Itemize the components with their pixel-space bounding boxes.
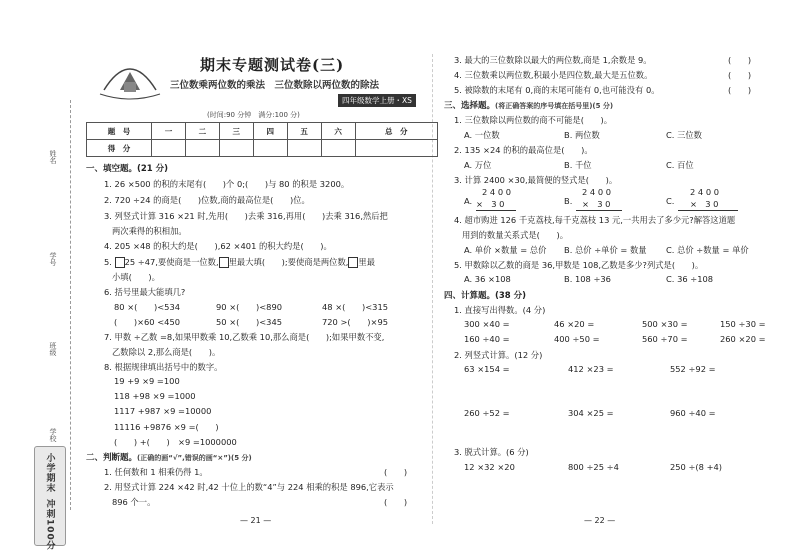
q3-1: 1. 三位数除以两位数的商不可能是( )。 bbox=[454, 115, 613, 125]
calc-item: 150 ÷30 = bbox=[720, 319, 766, 329]
q2-5-answer[interactable]: ( ) bbox=[728, 85, 752, 95]
q3-3-option-b-label[interactable]: B. bbox=[564, 196, 573, 206]
series-badge: 小学期末 冲刺100分 bbox=[34, 446, 66, 546]
blank-box[interactable] bbox=[219, 257, 229, 268]
calc-item: 500 ×30 = bbox=[642, 319, 688, 329]
score-table-header-row: 题 号 一 二 三 四 五 六 总 分 bbox=[87, 123, 438, 140]
q1-8: 8. 根据规律填出括号中的数字。 bbox=[104, 362, 223, 372]
blank-box[interactable] bbox=[348, 257, 358, 268]
page-title: 期末专题测试卷(三) bbox=[200, 56, 345, 74]
pattern-line-3: 1117 +987 ×9 =10000 bbox=[114, 406, 212, 416]
score-cell[interactable] bbox=[219, 140, 253, 157]
q1-5: 5. 25 ÷47,要使商是一位数, 里最大填( );要使商是两位数, 里最 bbox=[104, 257, 376, 267]
vertical-calc-item: 304 ×25 = bbox=[568, 408, 614, 418]
score-cell[interactable] bbox=[355, 140, 437, 157]
score-cell[interactable] bbox=[321, 140, 355, 157]
calc-item: 300 ×40 = bbox=[464, 319, 510, 329]
score-cell[interactable] bbox=[287, 140, 321, 157]
vertical-calc-item: 552 ÷92 = bbox=[670, 364, 716, 374]
q1-6-d: ( )×60 <450 bbox=[114, 317, 181, 327]
q2-4-answer[interactable]: ( ) bbox=[728, 70, 752, 80]
calc-item: 160 ÷40 = bbox=[464, 334, 510, 344]
q1-6: 6. 括号里最大能填几? bbox=[104, 287, 186, 297]
q3-1-option-c[interactable]: C. 三位数 bbox=[666, 130, 702, 140]
q3-2: 2. 135 ×24 的积的最高位是( )。 bbox=[454, 145, 593, 155]
q3-5: 5. 甲数除以乙数的商是 36,甲数是 108,乙数是多少?列式是( )。 bbox=[454, 260, 704, 270]
q3-1-option-b[interactable]: B. 两位数 bbox=[564, 130, 600, 140]
calc-item: 400 ÷50 = bbox=[554, 334, 600, 344]
q3-4: 4. 超市购进 126 千克荔枝,每千克荔枝 13 元,一共用去了多少元?解答这道题 bbox=[454, 215, 736, 225]
grade-label: 四年级数学上册・XS bbox=[338, 94, 416, 107]
class-field-label: 班级 bbox=[49, 342, 57, 356]
q1-4: 4. 205 ×48 的积大约是( ),62 ×401 的积大约是( )。 bbox=[104, 241, 332, 251]
calc-item: 560 ÷70 = bbox=[642, 334, 688, 344]
q2-1-answer[interactable]: ( ) bbox=[384, 467, 408, 477]
q3-4-cont: 用到的数量关系式是( )。 bbox=[462, 230, 569, 240]
section-1-heading: 一、填空题。(21 分) bbox=[86, 164, 169, 174]
q3-5-option-b[interactable]: B. 108 ÷36 bbox=[564, 274, 611, 284]
calc-item: 260 ×20 = bbox=[720, 334, 766, 344]
q3-5-option-a[interactable]: A. 36 ×108 bbox=[464, 274, 511, 284]
q3-3-option-a-calc: 2 4 0 0 × 3 0 bbox=[476, 186, 516, 211]
q3-3-option-a-label[interactable]: A. bbox=[464, 196, 473, 206]
section-4-heading: 四、计算题。(38 分) bbox=[444, 291, 527, 301]
q3-2-option-c[interactable]: C. 百位 bbox=[666, 160, 694, 170]
step-calc-item: 250 ÷(8 +4) bbox=[670, 462, 723, 472]
binding-cut-line bbox=[70, 100, 71, 510]
q3-3: 3. 计算 2400 ×30,最简便的竖式是( )。 bbox=[454, 175, 618, 185]
page-number-right: — 22 — bbox=[584, 516, 616, 525]
q4-2: 2. 列竖式计算。(12 分) bbox=[454, 350, 543, 360]
q1-1: 1. 26 ×500 的积的末尾有( )个 0;( )与 80 的积是 3200。 bbox=[104, 179, 350, 189]
score-table bbox=[86, 122, 438, 157]
vertical-calc-item: 63 ×154 = bbox=[464, 364, 510, 374]
q3-2-option-a[interactable]: A. 万位 bbox=[464, 160, 492, 170]
score-cell[interactable] bbox=[152, 140, 186, 157]
q2-2-cont: 896 个一。 bbox=[112, 497, 156, 507]
q3-4-option-c[interactable]: C. 总价 ÷数量 = 单价 bbox=[666, 245, 749, 255]
q1-6-a: 80 ×( )<534 bbox=[114, 302, 181, 312]
time-score-line: (时间:90 分钟 满分:100 分) bbox=[207, 111, 300, 119]
q3-3-option-b-calc: 2 4 0 0 × 3 0 bbox=[576, 186, 622, 211]
q1-5-cont: 小填( )。 bbox=[112, 272, 160, 282]
q3-2-option-b[interactable]: B. 千位 bbox=[564, 160, 592, 170]
q1-7-cont: 乙数除以 2,那么商是( )。 bbox=[112, 347, 221, 357]
q1-7: 7. 甲数 ÷乙数 =8,如果甲数乘 10,乙数乘 10,那么商是( );如果甲数不变, bbox=[104, 332, 385, 342]
binding-strip bbox=[0, 0, 78, 560]
q3-4-option-b[interactable]: B. 总价 ÷单价 = 数量 bbox=[564, 245, 647, 255]
q3-4-option-a[interactable]: A. 单价 ×数量 = 总价 bbox=[464, 245, 547, 255]
step-calc-item: 800 ÷25 ÷4 bbox=[568, 462, 619, 472]
q1-6-f: 720 >( )×95 bbox=[322, 317, 389, 327]
pattern-line-2: 118 +98 ×9 =1000 bbox=[114, 391, 196, 401]
q3-3-option-c-label[interactable]: C. bbox=[666, 196, 675, 206]
q2-4: 4. 三位数乘以两位数,积最小是四位数,最大是五位数。 bbox=[454, 70, 653, 80]
vertical-calc-item: 260 ÷52 = bbox=[464, 408, 510, 418]
q3-5-option-c[interactable]: C. 36 ÷108 bbox=[666, 274, 714, 284]
pattern-line-4: 11116 +9876 ×9 =( ) bbox=[114, 422, 219, 432]
q2-3-answer[interactable]: ( ) bbox=[728, 55, 752, 65]
q2-1: 1. 任何数和 1 相乘仍得 1。 bbox=[104, 467, 208, 477]
q4-1: 1. 直接写出得数。(4 分) bbox=[454, 305, 546, 315]
school-field-label: 学校 bbox=[49, 428, 57, 442]
vertical-calc-item: 412 ×23 = bbox=[568, 364, 614, 374]
q3-1-option-a[interactable]: A. 一位数 bbox=[464, 130, 500, 140]
page-number-left: — 21 — bbox=[240, 516, 272, 525]
score-cell[interactable] bbox=[185, 140, 219, 157]
student-id-field-label: 学号 bbox=[49, 252, 57, 266]
page-subtitle: 三位数乘两位数的乘法 三位数除以两位数的除法 bbox=[170, 80, 380, 91]
section-2-heading: 二、判断题。(正确的画“√”,错误的画“×”)(5 分) bbox=[86, 453, 252, 463]
step-calc-item: 12 ×32 ×20 bbox=[464, 462, 515, 472]
pattern-line-5: ( ) +( ) ×9 =1000000 bbox=[114, 437, 237, 447]
q3-3-option-c-calc: 2 4 0 0 × 3 0 bbox=[678, 186, 738, 211]
score-table-score-row: 得 分 bbox=[87, 140, 438, 157]
q2-2: 2. 用竖式计算 224 ×42 时,42 十位上的数“4”与 224 相乘的积是 896,它表示 bbox=[104, 482, 394, 492]
score-cell[interactable] bbox=[253, 140, 287, 157]
q1-3: 3. 列竖式计算 316 ×21 时,先用( )去乘 316,再用( )去乘 316,然后把 bbox=[104, 211, 388, 221]
vertical-calc-item: 960 ÷40 = bbox=[670, 408, 716, 418]
blank-box[interactable] bbox=[115, 257, 125, 268]
q2-5: 5. 被除数的末尾有 0,商的末尾可能有 0,也可能没有 0。 bbox=[454, 85, 660, 95]
q1-2: 2. 720 ÷24 的商是( )位数,商的最高位是( )位。 bbox=[104, 195, 310, 205]
q4-3: 3. 脱式计算。(6 分) bbox=[454, 447, 529, 457]
series-logo bbox=[98, 50, 162, 100]
q1-6-e: 50 ×( )<345 bbox=[216, 317, 283, 327]
q1-6-c: 48 ×( )<315 bbox=[322, 302, 389, 312]
calc-item: 46 ×20 = bbox=[554, 319, 595, 329]
q2-3: 3. 最大的三位数除以最大的两位数,商是 1,余数是 9。 bbox=[454, 55, 652, 65]
section-3-heading: 三、选择题。(将正确答案的序号填在括号里)(5 分) bbox=[444, 101, 614, 111]
q1-3-cont: 两次乘得的积相加。 bbox=[112, 226, 187, 236]
q2-2-answer[interactable]: ( ) bbox=[384, 497, 408, 507]
name-field-label: 姓名 bbox=[49, 150, 57, 164]
q1-6-b: 90 ×( )<890 bbox=[216, 302, 283, 312]
pattern-line-1: 19 +9 ×9 =100 bbox=[114, 376, 180, 386]
